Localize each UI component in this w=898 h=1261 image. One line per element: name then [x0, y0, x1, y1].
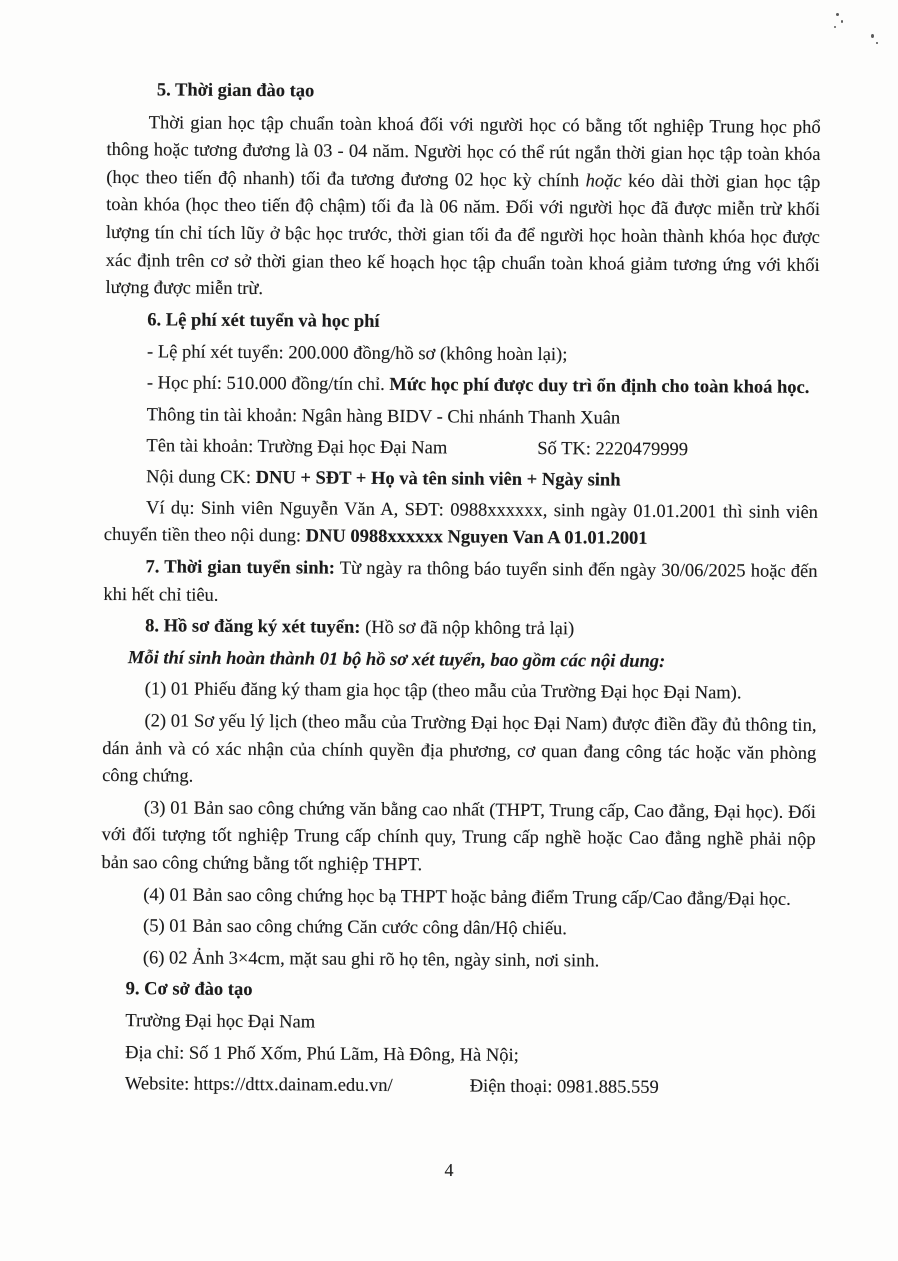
transfer-example-text: Ví dụ: Sinh viên Nguyễn Văn A, SĐT: 0988xxxxxx, sinh ngày 01.01.2001 thì sinh viên chuyển tiền theo nội dung: [103, 498, 819, 547]
section-8-note: (Hồ sơ đã nộp không trả lại) [360, 617, 575, 640]
section-7-heading: 7. Thời gian tuyển sinh: [145, 557, 336, 579]
section-7-paragraph [103, 554, 817, 614]
document-body [100, 77, 821, 1107]
bank-info-line: Thông tin tài khoản: Ngân hàng BIDV - Chi nhánh Thanh Xuân [146, 404, 621, 429]
section-8-heading: 8. Hồ sơ đăng ký xét tuyển: [145, 616, 361, 638]
dossier-item-4: (4) 01 Bản sao công chứng học bạ THPT hoặc bảng điểm Trung cấp/Cao đẳng/Đại học. [143, 884, 791, 910]
dossier-intro-line: Mỗi thí sinh hoàn thành 01 bộ hồ sơ xét tuyển, bao gồm các nội dung: [127, 647, 666, 672]
section-9-heading: 9. Cơ sở đào tạo [125, 979, 253, 1001]
section-8-heading-line [103, 613, 817, 646]
tuition-fee-bold-note: Mức học phí được duy trì ổn định cho toàn khoá học. [389, 375, 810, 399]
transfer-label: Nội dung CK: [146, 467, 256, 488]
dossier-item-5: (5) 01 Bản sao công chứng Căn cước công dân/Hộ chiếu. [143, 916, 568, 940]
dossier-item-2: (2) 01 Sơ yếu lý lịch (theo mẫu của Trường Đại học Đại Nam) được điền đầy đủ thông tin, dán ảnh và có xác nhận của chính quyền địa phương, cơ quan đang công tác hoặc văn phòng công chứng. [102, 711, 817, 787]
section-5-text-run: kéo dài thời gian học tập toàn khóa (học theo tiến độ chậm) tối đa là 06 năm. Đối với người học đã được miễn trừ khối lượng tín chỉ tích lũy ở bậc học trước, thời gian tối đa để người học hoàn thành khóa học được xác định trên cơ sở thời gian theo kế hoạch học tập chuẩn toàn khoá giảm tương ứng với khối lượng được miễn trừ. [105, 171, 821, 300]
section-5-heading: 5. Thời gian đào tạo [156, 80, 315, 102]
section-5-paragraph [105, 110, 820, 308]
institution-name-line: Trường Đại học Đại Nam [125, 1011, 316, 1033]
transfer-example-paragraph [104, 495, 818, 555]
scan-speck [876, 42, 878, 44]
scan-speck [834, 26, 836, 28]
address-line: Địa chỉ: Số 1 Phố Xốm, Phú Lãm, Hà Đông, Hà Nội; [125, 1042, 519, 1066]
transfer-content-line [104, 464, 818, 497]
tuition-fee-line [105, 370, 819, 403]
dossier-item-6: (6) 02 Ảnh 3×4cm, mặt sau ghi rõ họ tên, ngày sinh, nơi sinh. [142, 947, 600, 972]
section-6-heading: 6. Lệ phí xét tuyển và học phí [147, 310, 380, 332]
website-phone-line [100, 1071, 814, 1104]
account-name: Tên tài khoản: Trường Đại học Đại Nam [146, 435, 448, 459]
dossier-item-1: (1) 01 Phiếu đăng ký tham gia học tập (theo mẫu của Trường Đại học Đại Nam). [144, 679, 742, 704]
section-7-text: Từ ngày ra thông báo tuyển sinh đến ngày 30/06/2025 hoặc đến khi hết chỉ tiêu. [103, 558, 818, 606]
scan-speck [836, 13, 839, 16]
section-5-text-run: Thời gian học tập chuẩn toàn khoá đối với người học có bằng tốt nghiệp Trung học phổ thông hoặc tương đương là 03 - 04 năm. Người học có thể rút ngắn thời gian học tập toàn khóa (học theo tiến độ nhanh) tối đa tương đương 02 học kỳ chính [106, 112, 821, 192]
transfer-format-bold: DNU + SĐT + Họ và tên sinh viên + Ngày sinh [255, 467, 621, 491]
scan-speck [871, 34, 874, 38]
account-line [104, 433, 818, 466]
dossier-item-3: (3) 01 Bản sao công chứng văn bằng cao nhất (THPT, Trung cấp, Cao đẳng, Đại học). Đối với đối tượng tốt nghiệp Trung cấp chính quy, Trung cấp nghề hoặc Cao đẳng nghề phải nộp bản sao công chứng bằng tốt nghiệp THPT. [101, 798, 816, 876]
phone-text: Điện thoại: 0981.885.559 [469, 1076, 659, 1098]
scan-speck [841, 20, 843, 23]
transfer-example-bold: DNU 0988xxxxxx Nguyen Van A 01.01.2001 [305, 526, 648, 550]
exam-fee-line: - Lệ phí xét tuyển: 200.000 đồng/hồ sơ (không hoàn lại); [147, 342, 568, 366]
section-5-italic-run: hoặc [585, 171, 622, 192]
page-number: 4 [444, 1160, 454, 1180]
website-text: Website: https://dttx.dainam.edu.vn/ [124, 1074, 393, 1097]
account-number: Số TK: 2220479999 [537, 438, 689, 460]
tuition-fee-text: - Học phí: 510.000 đồng/tín chỉ. [146, 373, 390, 396]
